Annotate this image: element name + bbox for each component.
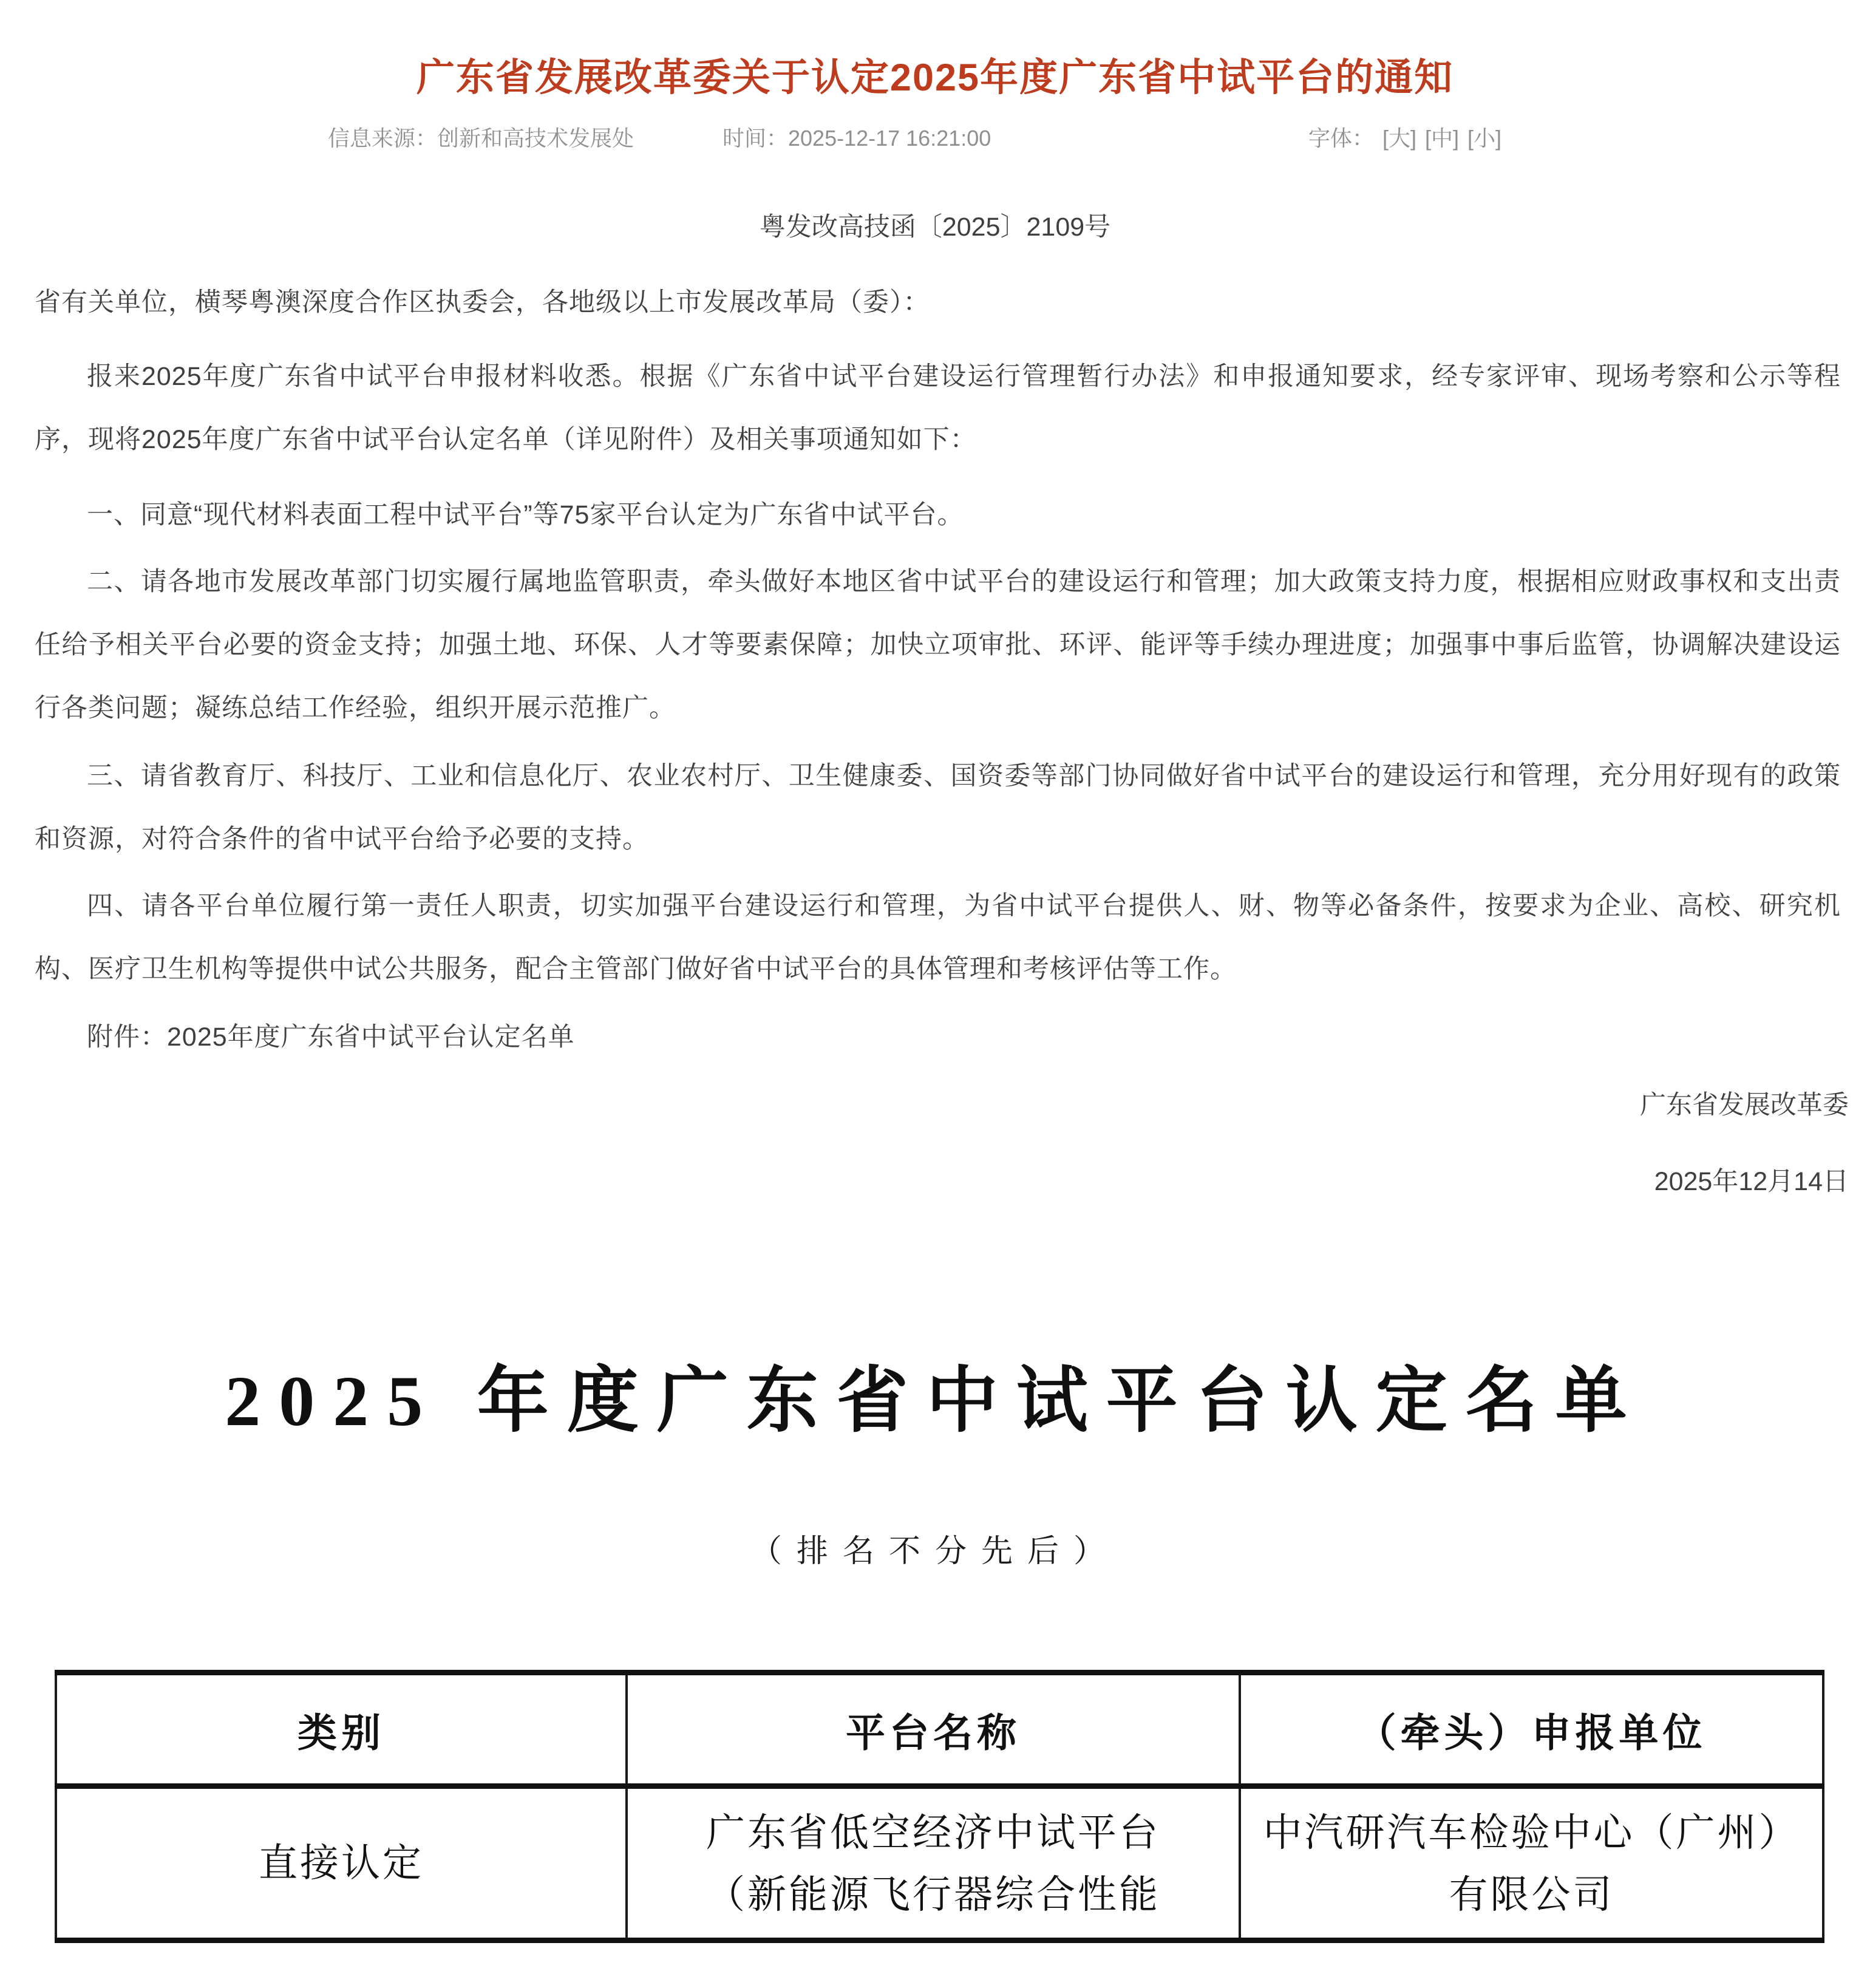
paragraph-item-4: 四、请各平台单位履行第一责任人职责，切实加强平台建设运行和管理，为省中试平台提供人、财、物等必备条件，按要求为企业、高校、研究机构、医疗卫生机构等提供中试公共服务，配合主管部门做好省中试平台的具体管理和考核评估等工作。 bbox=[35, 891, 1841, 984]
header-platform-name: 平台名称 bbox=[625, 1675, 1239, 1783]
font-size-label: 字体： bbox=[1308, 126, 1375, 151]
applicant-line-1: 中汽研汽车检验中心（广州） bbox=[1263, 1811, 1800, 1854]
paragraph-item-1: 一、同意“现代材料表面工程中试平台”等75家平台认定为广东省中试平台。 bbox=[87, 500, 964, 529]
info-source-label: 信息来源：创新和高技术发展处 bbox=[328, 126, 634, 151]
table-row bbox=[55, 1789, 1824, 1938]
notice-title: 广东省发展改革委关于认定2025年度广东省中试平台的通知 bbox=[416, 56, 1454, 99]
paragraph-intro: 报来2025年度广东省中试平台申报材料收悉。根据《广东省中试平台建设运行管理暂行办法》和申报通知要求，经专家评审、现场考察和公示等程序，现将2025年度广东省中试平台认定名单（详见附件）及相关事项通知如下： bbox=[35, 362, 1841, 454]
platform-name-line-1: 广东省低空经济中试平台 bbox=[706, 1811, 1160, 1854]
publish-time-label: 时间：2025-12-17 16:21:00 bbox=[722, 126, 991, 151]
doc-number: 粤发改高技函〔2025〕2109号 bbox=[759, 213, 1111, 242]
attachment-title: 2025 年度广东省中试平台认定名单 bbox=[225, 1361, 1645, 1441]
applicant-line-2: 有限公司 bbox=[1449, 1873, 1614, 1916]
attachment-ranking-note: （排名不分先后） bbox=[750, 1534, 1120, 1569]
cell-category: 直接认定 bbox=[55, 1789, 625, 1938]
issue-date: 2025年12月14日 bbox=[1654, 1167, 1849, 1196]
paragraph-item-2: 二、请各地市发展改革部门切实履行属地监管职责，牵头做好本地区省中试平台的建设运行和管理；加大政策支持力度，根据相应财政事权和支出责任给予相关平台必要的资金支持；加强土地、环保、人才等要素保障；加快立项审批、环评、能评等手续办理进度；加强事中事后监管，协调解决建设运行各类问题；凝练总结工作经验，组织开展示范推广。 bbox=[35, 567, 1841, 723]
cell-applicant bbox=[1239, 1789, 1824, 1938]
platform-name-line-2: （新能源飞行器综合性能 bbox=[706, 1873, 1160, 1916]
header-applicant: （牵头）申报单位 bbox=[1239, 1675, 1824, 1783]
font-size-medium-button[interactable]: [中] bbox=[1425, 126, 1460, 151]
attachment-reference-line: 附件：2025年度广东省中试平台认定名单 bbox=[87, 1023, 575, 1052]
header-category: 类别 bbox=[55, 1675, 625, 1783]
table-header-row bbox=[55, 1675, 1824, 1789]
addressee-line: 省有关单位，横琴粤澳深度合作区执委会，各地级以上市发展改革局（委）： bbox=[35, 288, 930, 317]
font-size-small-button[interactable]: [小] bbox=[1467, 126, 1502, 151]
paragraph-item-3: 三、请省教育厅、科技厅、工业和信息化厅、农业农村厅、卫生健康委、国资委等部门协同做好省中试平台的建设运行和管理，充分用好现有的政策和资源，对符合条件的省中试平台给予必要的支持。 bbox=[35, 761, 1841, 854]
platform-table bbox=[55, 1670, 1824, 1943]
font-size-controls bbox=[1308, 119, 1501, 158]
cell-platform-name bbox=[625, 1789, 1239, 1938]
meta-row bbox=[0, 119, 1870, 158]
issuer-signature: 广东省发展改革委 bbox=[1640, 1091, 1849, 1120]
font-size-large-button[interactable]: [大] bbox=[1382, 126, 1417, 151]
